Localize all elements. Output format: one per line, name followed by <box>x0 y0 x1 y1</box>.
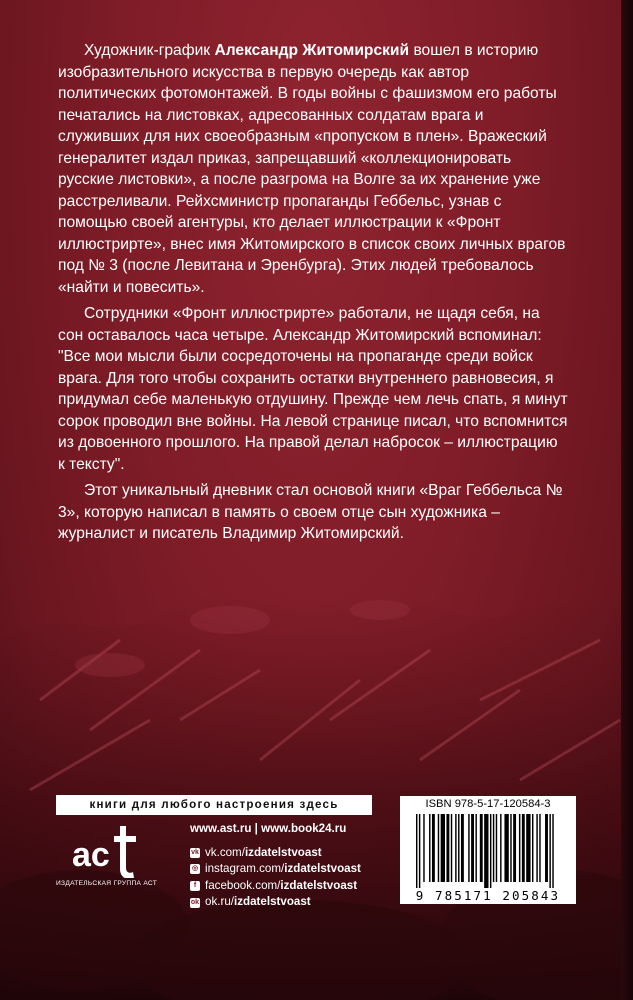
instagram-icon: ◎ <box>191 865 199 873</box>
odnoklassniki-icon: ok <box>190 898 200 906</box>
ast-logo-text: ac <box>72 836 110 874</box>
social-link-facebook[interactable]: f facebook.com/ izdatelstvoast <box>190 878 380 895</box>
barcode-bar <box>536 814 537 882</box>
spine-edge <box>621 0 633 1000</box>
series-tagline: книги для любого настроения здесь <box>56 795 372 815</box>
vk-icon: vk <box>191 848 199 856</box>
barcode-bar <box>419 814 420 888</box>
barcode-bar <box>468 814 469 882</box>
blurb-paragraph-1: Художник-график Александр Житомирский вошел в историю изобразительного искусства в первую очередь как автор политических фотомонтажей. В годы войны с фашизмом его работы печатались на листовках, адресованных солдатам врага и служивших для них своеобразным «пропуском в плен». Вражеский генералитет издал приказ, запрещавший «коллекционировать русские листовки», а после разгрома на Волге за их хранение уже расстреливали. Рейхсминистр пропаганды Геббельс, узнав с помощью своей агентуры, кто делает иллюстрации к «Фронт иллюстрирте», внес имя Житомирского в список своих личных врагов под № 3 (после Левитана и Эренбурга). Этих людей требовалось «найти и повесить». <box>58 42 566 296</box>
barcode-bar <box>504 814 508 882</box>
barcode-bar <box>552 814 553 888</box>
barcode-bar <box>549 814 550 888</box>
blurb-paragraph-2: Сотрудники «Фронт иллюстрирте» работали, не щадя себя, на сон оставалось часа четыре. Александр Житомирский вспоминал: "Все мои мысли были сосредоточены на пропаганде среди войск врага. Для того чтобы сохранить остатки внутреннего равновесия, я придумал себе маленькую отдушину. Прежде чем лечь спать, я минут сорок проводил вне войны. На левой странице писал, что вспомнится из довоенного прошлого. На правой делал набросок – иллюстрацию к тексту". <box>58 305 568 473</box>
barcode-bar <box>475 814 476 882</box>
artist-name: Александр Житомирский <box>214 42 410 59</box>
barcode-bar <box>510 814 511 882</box>
barcode-bar <box>493 814 494 882</box>
barcode-bar <box>438 814 439 882</box>
barcode-bar <box>471 814 474 882</box>
barcode-bar <box>526 814 530 882</box>
barcode-bar <box>519 814 520 882</box>
barcode-bar <box>416 814 417 888</box>
barcode-bar <box>522 814 525 882</box>
barcode-bar <box>513 814 516 882</box>
publisher-block <box>56 822 176 892</box>
facebook-icon: f <box>190 881 200 891</box>
barcode-digits: 9 785171 205843 <box>415 888 561 903</box>
barcode-bar <box>432 814 435 882</box>
barcode-bar <box>451 814 452 882</box>
barcode-bar <box>539 814 540 882</box>
ast-logo <box>70 822 140 878</box>
barcode-bar <box>490 814 491 888</box>
publisher-name: ИЗДАТЕЛЬСКАЯ ГРУППА АСТ <box>56 880 158 887</box>
isbn-barcode-box <box>400 796 576 904</box>
barcode-bar <box>480 814 483 882</box>
blurb-text <box>58 40 568 550</box>
publisher-links <box>190 821 380 911</box>
social-link-instagram[interactable]: ◎ instagram.com/ izdatelstvoast <box>191 862 361 876</box>
barcode-bar <box>484 814 488 888</box>
website-links[interactable]: www.ast.ru | www.book24.ru <box>190 822 347 835</box>
blurb-paragraph-3: Этот уникальный дневник стал основой книги «Враг Геббельса № 3», которую написал в память о своем отце сын художника – журналист и писатель Владимир Житомирский. <box>58 482 563 542</box>
barcode-bar <box>429 814 430 882</box>
barcode-bar <box>458 814 459 882</box>
barcode-bar <box>423 814 424 882</box>
barcode-bar <box>500 814 501 882</box>
barcode-bar <box>461 814 464 882</box>
barcode-bar <box>446 814 449 882</box>
barcode <box>412 814 564 888</box>
barcode-bar <box>545 814 548 882</box>
barcode-bar <box>441 814 445 882</box>
barcode-bar <box>455 814 456 882</box>
barcode-bar <box>496 814 497 882</box>
isbn-label: ISBN 978-5-17-120584-3 <box>425 798 551 810</box>
social-link-odnoklassniki[interactable]: ok ok.ru/ izdatelstvoast <box>190 895 311 909</box>
social-link-vk[interactable]: vk vk.com/ izdatelstvoast <box>191 845 322 859</box>
barcode-bar <box>532 814 533 882</box>
